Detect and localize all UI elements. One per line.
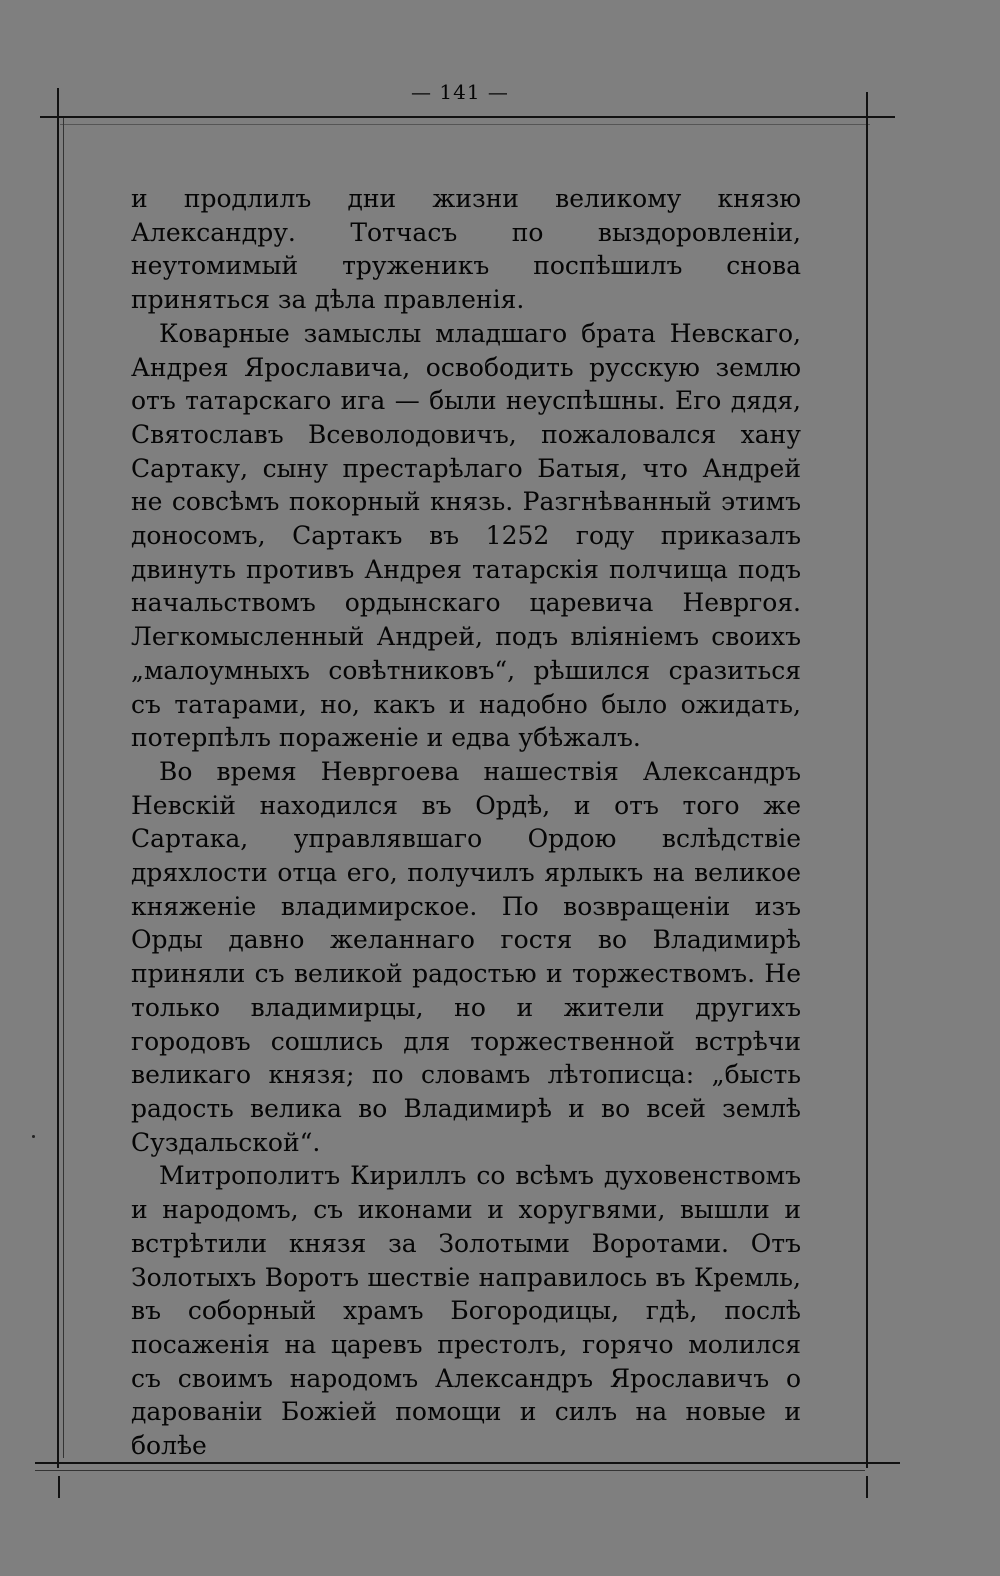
frame-right-rule <box>866 92 868 1468</box>
paragraph-continued: и продлилъ дни жизни великому князю Александру. Тотчасъ по выздоровленіи, неутомимый труженикъ поспѣшилъ снова приняться за дѣла правленія. <box>131 184 801 315</box>
frame-left-inner-rule <box>63 118 64 1458</box>
header-rule <box>40 116 895 118</box>
footer-rule-lower <box>35 1470 865 1471</box>
footer-left-tick <box>58 1476 60 1498</box>
frame-left-rule <box>57 88 59 1468</box>
page-number: — 141 — <box>411 80 509 104</box>
header-rule-faint <box>60 124 870 125</box>
footer-right-tick <box>866 1476 868 1498</box>
paragraph: Коварные замыслы младшаго брата Невскаго, Андрея Ярославича, освободить русскую землю отъ татарскаго ига — были неуспѣшны. Его дядя, Святославъ Всеволодовичъ, пожаловался хану Сартаку, сыну престарѣлаго Батыя, что Андрей не совсѣмъ покорный князь. Разгнѣванный этимъ доносомъ, Сартакъ въ 1252 году приказалъ двинуть противъ Андрея татарскія полчища подъ начальствомъ ордынскаго царевича Невргоя. Легкомысленный Андрей, подъ вліяніемъ своихъ „малоумныхъ совѣтниковъ“, рѣшился сразиться съ татарами, но, какъ и надобно было ожидать, потерпѣлъ пораженіе и едва убѣжалъ. <box>131 318 801 753</box>
paragraph: Митрополитъ Кириллъ со всѣмъ духовенствомъ и народомъ, съ иконами и хоругвями, вышли и встрѣтили князя за Золотыми Воротами. Отъ Золотыхъ Воротъ шествіе направилось въ Кремль, въ соборный храмъ Богородицы, гдѣ, послѣ посаженія на царевъ престолъ, горячо молился съ своимъ народомъ Александръ Ярославичъ о дарованіи Божіей помощи и силъ на новые и болѣе <box>131 1161 801 1461</box>
body-text <box>131 182 801 1463</box>
margin-speck <box>32 1135 35 1138</box>
paragraph: Во время Невргоева нашествія Александръ Невскій находился въ Ордѣ, и отъ того же Сартака, управлявшаго Ордою вслѣдствіе дряхлости отца его, получилъ ярлыкъ на великое княженіе владимирское. По возвращеніи изъ Орды давно желаннаго гостя во Владимирѣ приняли съ великой радостью и торжествомъ. Не только владимирцы, но и жители другихъ городовъ сошлись для торжественной встрѣчи великаго князя; по словамъ лѣтописца: „бысть радость велика во Владимирѣ и во всей землѣ Суздальской“. <box>131 756 801 1157</box>
